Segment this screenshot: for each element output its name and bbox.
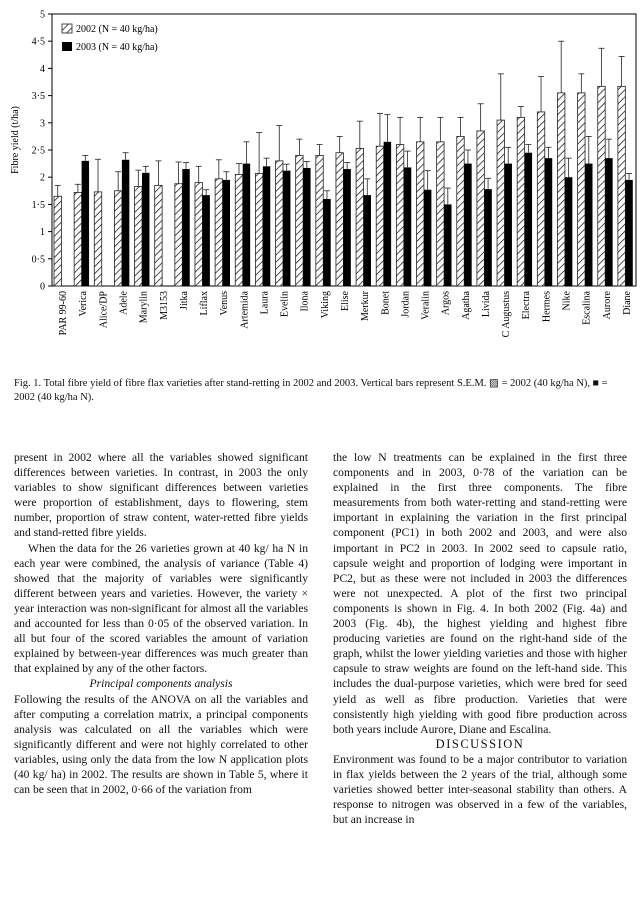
x-tick-label: Bonet [380,291,392,315]
paragraph: present in 2002 where all the variables showed significant differences between varieties. In contrast, in 2003 the only variables to show significant differences between varieties were proportion of establishment, days to flowering, stem number, proportion of straw content, water-retted fibre yields and stand-retted fibre yields. [14,451,308,540]
x-tick-label: Escalina [581,291,593,325]
x-tick-label: Aurore [601,291,613,320]
bar-2002 [114,191,121,286]
x-tick-label: C Augustus [501,291,513,338]
y-axis-label: Fibre yield (t/ha) [10,106,21,174]
paragraph: When the data for the 26 varieties grown at 40 kg/ ha N in each year were combined, the analysis of variance (Table 4) showed that the majority of variables were significantly different between years and varieties. However, the variety × year interaction was non-significant for almost all the variables and accounted for less than 0·05 of the observed variation. In all but four of the scored variables the amount of variation explained by between-year differences was much greater than that explained by any of the other factors. [14,541,308,676]
bar-2002 [578,93,585,286]
bar-2003 [343,169,350,286]
chart-legend [58,20,186,56]
bar-2002 [457,136,464,286]
bar-2002 [618,86,625,286]
bar-2003 [605,158,612,286]
y-tick-label: 5 [40,9,45,21]
x-tick-label: Alice/DP [98,291,110,329]
x-tick-label: Merkur [360,291,372,321]
x-tick-label: Hermes [541,291,553,323]
bar-2003 [464,164,471,286]
x-tick-label: Electra [521,291,533,320]
y-tick-label: 1·5 [31,199,45,211]
paragraph: Following the results of the ANOVA on all the variables and after computing a correlation matrix, a principal components analysis was calculated on all the variables which were significantly different and were not highly correlated to other variables, using only the data from the low N application plots (40 kg/ ha) in 2002. The results are shown in Table 5, where it can be seen that in 2002, 0·66 of the variation from [14,692,308,797]
bar-2003 [484,189,491,286]
bar-2003 [283,171,290,286]
x-tick-label: Jordan [400,291,412,318]
x-tick-label: Elise [340,291,352,311]
bar-2002 [477,131,484,286]
bar-2003 [182,169,189,286]
bar-2002 [255,173,262,286]
x-tick-label: Laura [259,291,271,315]
bar-2002 [235,174,242,286]
bar-2002 [598,86,605,286]
paragraph: the low N treatments can be explained in the first three components and in 2003, 0·78 of the variation can be explained in the first three components. The fibre measurements from both water-retting and stand-retting were important in explaining the variation in the first principal component (PC1) in both 2002 and 2003, and were also important in PC2 in 2003. In 2002 seed to capsule ratio, capsule weight and proportion of lodging were important in PC2, but as these were not included in 2003 the differences were not unexpected. A plot of the first two principal components is shown in Fig. 4. In both 2002 (Fig. 4a) and 2003 (Fig. 4b), the highest yielding and highest fibre producing varieties are found on the right-hand side of the graph, whilst the lower yielding varieties and those with higher capsule to straw weights are found on the left-hand side. This includes the dual-purpose varieties, which were bred for seed yield as well as fibre production. Varieties that were consistently high yielding with good fibre production across both years include Aurore, Diane and Escalina. [333,451,627,736]
bar-2002 [437,142,444,286]
x-tick-label: Agatha [460,291,472,320]
bar-2002 [537,112,544,286]
x-tick-label: Veralin [420,291,432,320]
x-tick-label: Diane [621,291,633,315]
left-column [14,450,308,797]
x-tick-label: Artemida [239,291,251,329]
bar-2002 [557,93,564,286]
x-tick-label: Viking [319,291,331,319]
bar-2002 [175,184,182,286]
bar-2003 [82,161,89,286]
bar-2002 [94,192,101,286]
bar-2003 [504,164,511,286]
x-tick-label: Venus [219,291,231,316]
figure-1 [0,0,640,375]
legend-label-2002: 2002 (N = 40 kg/ha) [76,24,158,35]
bar-2003 [303,168,310,286]
bar-2003 [243,164,250,286]
bar-2003 [565,177,572,286]
y-tick-label: 4 [40,63,45,75]
y-tick-label: 1 [40,227,45,239]
bar-2003 [384,142,391,286]
bar-2002 [135,186,142,286]
paragraph: Environment was found to be a major contributor to variation in flax yields between the 2 years of the trial, although some varieties showed better inter-seasonal stability than others. A response to nitrogen was observed in a few of the variables, but an increase in [333,752,627,827]
bar-2003 [122,160,129,286]
bar-2003 [223,180,230,286]
bar-2003 [323,199,330,286]
bar-2003 [444,204,451,286]
legend-label-2003: 2003 (N = 40 kg/ha) [76,42,158,53]
bar-2002 [54,196,61,286]
bar-2002 [517,117,524,286]
y-tick-label: 0 [40,281,45,293]
y-tick-label: 4·5 [31,36,45,48]
bar-2002 [74,192,81,286]
x-tick-label: PAR 99-60 [58,291,70,336]
bar-2002 [195,183,202,286]
bar-chart [0,0,640,375]
right-column [333,450,627,827]
bar-2002 [396,145,403,286]
y-tick-label: 2 [40,172,45,184]
x-tick-label: Argos [440,291,452,316]
x-tick-label: Livida [480,291,492,318]
bar-2003 [202,195,209,286]
bar-2002 [316,155,323,286]
bar-2003 [404,167,411,286]
bar-2003 [625,180,632,286]
y-tick-label: 3 [40,118,45,130]
bar-2002 [215,179,222,286]
section-subheading: Principal components analysis [89,677,233,691]
x-tick-label: Nike [561,291,573,311]
section-heading: DISCUSSION [435,736,525,751]
bar-2002 [296,155,303,286]
x-tick-label: M3153 [158,291,170,320]
figure-caption: Fig. 1. Total fibre yield of fibre flax varieties after stand-retting in 2002 and 2003. Vertical bars represent S.E.M. ▨ = 2002 (40 kg/ha N), ■ = 2002 (40 kg/ha N). [14,378,608,403]
bar-2002 [497,120,504,286]
bar-2003 [364,195,371,286]
x-tick-label: Adele [118,291,130,315]
bar-2002 [416,142,423,286]
legend-swatch-2003 [62,42,72,51]
bar-2003 [545,158,552,286]
x-tick-label: Jitka [178,291,190,310]
bar-2003 [263,166,270,286]
x-tick-label: Ilona [299,291,311,312]
bar-2002 [155,185,162,286]
bar-2003 [142,173,149,286]
x-tick-label: Liflax [199,291,211,316]
bar-2002 [336,153,343,286]
y-tick-label: 0·5 [31,254,45,266]
x-tick-label: Evelin [279,291,291,318]
x-tick-label: Verica [78,291,90,317]
bar-2003 [424,190,431,286]
bar-2002 [356,148,363,286]
bar-2002 [276,161,283,286]
x-tick-label: Marylin [138,291,150,324]
legend-swatch-2002 [62,24,72,33]
bar-2003 [525,153,532,286]
bar-2003 [585,164,592,286]
bar-2002 [376,146,383,286]
y-tick-label: 3·5 [31,91,45,103]
y-tick-label: 2·5 [31,145,45,157]
